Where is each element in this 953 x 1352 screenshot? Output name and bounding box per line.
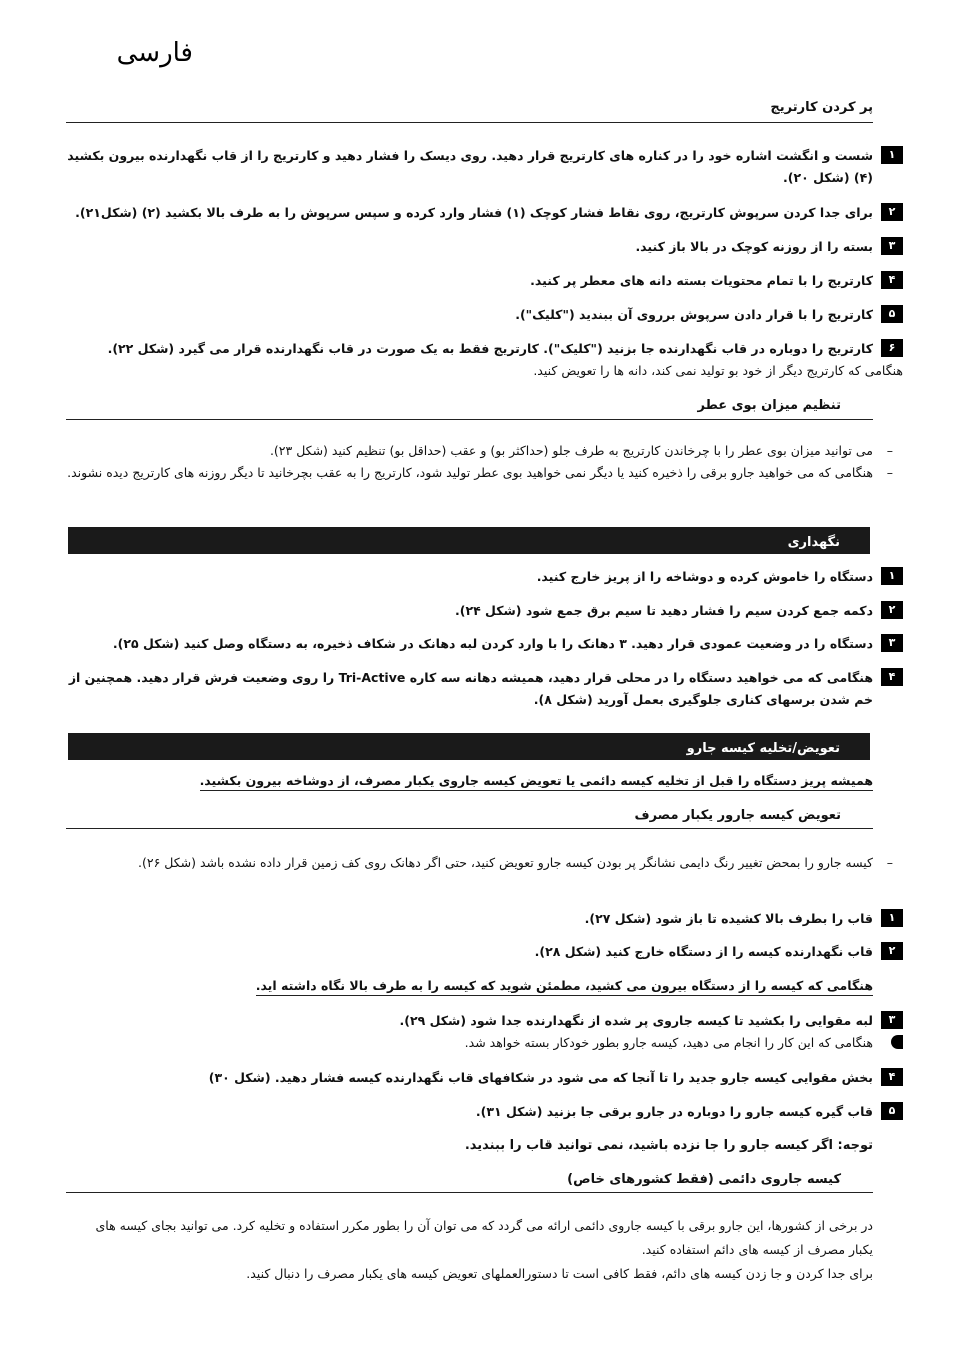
bullet-text: کیسه جارو را بمحض تغییر رنگ دایمی نشانگر پر بودن کیسه جارو تعویض کنید، حتی اگر دهانک روی کف زمین قرار داده نشده باشد (شکل ۲۶).	[138, 855, 873, 870]
step-number: ۲	[881, 942, 903, 960]
fill-step-6	[63, 338, 903, 382]
bullet-text: هنگامی که می خواهید جارو برقی را ذخیره کنید یا دیگر نمی خواهید بوی عطر تولید شود، کارتریج را به عقب بچرخانید تا دیگر روزنه های کارتریج دیده نشوند.	[67, 465, 873, 480]
fill-step-5	[63, 304, 896, 326]
bag-step-2	[63, 941, 896, 963]
step-text: قاب نگهدارنده کیسه را از دستگاه خارج کنید (شکل ۲۸).	[534, 944, 873, 959]
step-text: شست و انگشت اشاره خود را در کناره های کارتریج قرار دهید. روی دیسک را فشار دهید و کارتریج را از قاب نگهدارنده بیرون بکشید (۴) (شکل ۲۰).	[67, 148, 873, 185]
section-divider	[66, 828, 873, 829]
step-number: ۲	[881, 203, 903, 221]
note-marker-icon	[891, 1035, 903, 1049]
step-number: ۱	[881, 146, 903, 164]
section-divider	[66, 419, 873, 420]
bag-step-3-note	[63, 1032, 873, 1054]
step-number: ۴	[881, 1068, 903, 1086]
bullet-text: می توانید میزان بوی عطر را با چرخاندن کارتریج به طرف جلو (حداکثر بو) و عقب (حداقل بو) تنظیم کنید (شکل ۲۳).	[269, 443, 873, 458]
storage-step-2	[63, 600, 896, 622]
bag-note: توجه: اگر کیسه جارو را جا نزده باشید، نمی توانید قاب را ببندید.	[464, 1138, 873, 1153]
step-text: دستگاه را در وضعیت عمودی قرار دهید. ۳ دهانک را با وارد کردن لبه دهانک در شکاف ذخیره، به دستگاه وصل کنید (شکل ۲۵).	[112, 636, 873, 651]
permanent-bag-paragraph-2: برای جدا کردن و جا زدن کیسه های دائم، فقط کافی است تا دستورالعملهای تعویض کیسه های یکبار مصرف را دنبال کنید.	[246, 1266, 873, 1281]
step-text: هنگامی که می خواهید دستگاه را در محلی قرار دهید، همیشه دهانه سه کاره Tri-Active را روی وضعیت فرش قرار دهید. همچنین از خم شدن برسهای کناری جلوگیری بعمل آورید (شکل ۸).	[68, 670, 873, 707]
bag-heading-bar	[68, 733, 870, 760]
bag-step-3	[63, 1010, 896, 1032]
step-number: ۴	[881, 668, 903, 686]
fill-cartridge-heading: پر کردن کارتریج	[770, 100, 873, 115]
storage-heading: نگهداری	[787, 535, 840, 550]
step-number: ۱	[881, 909, 903, 927]
storage-step-4	[63, 667, 896, 711]
step-text: قاب را بطرف بالا کشیده تا باز شود (شکل ۲۷).	[584, 911, 873, 926]
fill-step-3	[63, 236, 896, 258]
bag-warning: همیشه پریز دستگاه را قبل از تخلیه کیسه دائمی یا تعویض کیسه جاروی یکبار مصرف، از دوشاخه بیرون بکشید.	[200, 773, 873, 791]
step-text: لبه مقوایی را بکشید تا کیسه جاروی پر شده از نگهدارنده جدا شود (شکل ۲۹).	[399, 1013, 873, 1028]
permanent-bag-paragraph-1: در برخی از کشورها، این جارو برقی با کیسه جاروی دائمی ارائه می گردد که می توان آن را بطور مکرر استفاده و تخلیه کرد. می توانید بجای کیسه های یکبار مصرف از کیسه های دائم استفاده کنید.	[95, 1218, 873, 1257]
step-number: ۳	[881, 1011, 903, 1029]
bag-step-5	[63, 1101, 896, 1123]
step-number: ۳	[881, 634, 903, 652]
step-text: بسته را از روزنه کوچک در بالا باز کنید.	[635, 239, 873, 254]
step-number: ۴	[881, 271, 903, 289]
storage-step-1	[63, 566, 896, 588]
bag-step-1	[63, 908, 896, 930]
step-number: ۲	[881, 601, 903, 619]
storage-heading-bar	[68, 527, 870, 554]
language-title: فارسی	[116, 38, 193, 68]
storage-step-3	[63, 633, 896, 655]
fill-step-4	[63, 270, 896, 292]
scent-bullet-1: – می توانید میزان بوی عطر را با چرخاندن کارتریج به طرف جلو (حداکثر بو) و عقب (حداقل بو) تنظیم کنید (شکل ۲۳).	[63, 440, 873, 462]
step-text: بخش مقوایی کیسه جارو جدید را تا آنجا که می شود در شکافهای قاب نگهدارنده کیسه فشار دهید. (شکل ۳۰)	[208, 1070, 873, 1085]
step-number: ۱	[881, 567, 903, 585]
step-text: قاب گیره کیسه جارو را دوباره در جارو برقی جا بزنید (شکل ۳۱).	[475, 1104, 873, 1119]
permanent-bag-heading: کیسه جاروی دائمی (فقط کشورهای خاص)	[567, 1172, 841, 1187]
step-text: کارتریج را دوباره در قاب نگهدارنده جا بزنید ("کلیک"). کارتریج فقط به یک صورت در قاب نگهدارنده قرار می گیرد (شکل ۲۲).	[107, 341, 873, 356]
step-number: ۵	[881, 1102, 903, 1120]
bag-heading: تعویض/تخلیه کیسه جارو	[686, 741, 840, 756]
section-divider	[66, 1192, 873, 1193]
fill-step-2	[63, 202, 896, 224]
step-text: دکمه جمع کردن سیم را فشار دهید تا سیم برق جمع شود (شکل ۲۴).	[454, 603, 873, 618]
step-text: دستگاه را خاموش کرده و دوشاخه را از پریز خارج کنید.	[536, 569, 873, 584]
step-number: ۳	[881, 237, 903, 255]
disposable-bag-heading: تعویض کیسه جارور یکبار مصرف	[634, 808, 841, 823]
step-text: برای جدا کردن سرپوش کارتریج، روی نقاط فشار کوچک (۱) فشار وارد کرده و سپس سرپوش را به طرف بالا بکشید (۲) (شکل۲۱).	[75, 205, 873, 220]
step-number: ۵	[881, 305, 903, 323]
scent-bullet-2: – هنگامی که می خواهید جارو برقی را ذخیره کنید یا دیگر نمی خواهید بوی عطر تولید شود، کارتریج را به عقب بچرخانید تا دیگر روزنه های کارتریج دیده نشوند.	[63, 462, 873, 484]
section-divider	[66, 122, 873, 123]
scent-level-heading: تنظیم میزان بوی عطر	[697, 398, 841, 413]
step-number: ۶	[881, 339, 903, 357]
disposable-bullet: – کیسه جارو را بمحض تغییر رنگ دایمی نشانگر پر بودن کیسه جارو تعویض کنید، حتی اگر دهانک روی کف زمین قرار داده نشده باشد (شکل ۲۶).	[63, 852, 873, 874]
bag-warning-2: هنگامی که کیسه را از دستگاه بیرون می کشید، مطمئن شوید که کیسه را به طرف بالا نگاه داشته اید.	[256, 978, 873, 996]
step-text: کارتریج را با تمام محتویات بسته دانه های معطر پر کنید.	[530, 273, 873, 288]
step-note: هنگامی که این کار را انجام می دهید، کیسه جارو بطور خودکار بسته خواهد شد.	[464, 1035, 873, 1050]
step-text: کارتریج را با قرار دادن سرپوش برروی آن ببندید ("کلیک").	[515, 307, 873, 322]
fill-step-1	[63, 145, 896, 189]
step-note: هنگامی که کارتریج دیگر از خود بو تولید نمی کند، دانه ها را تعویض کنید.	[533, 363, 903, 378]
bag-step-4	[63, 1067, 896, 1089]
